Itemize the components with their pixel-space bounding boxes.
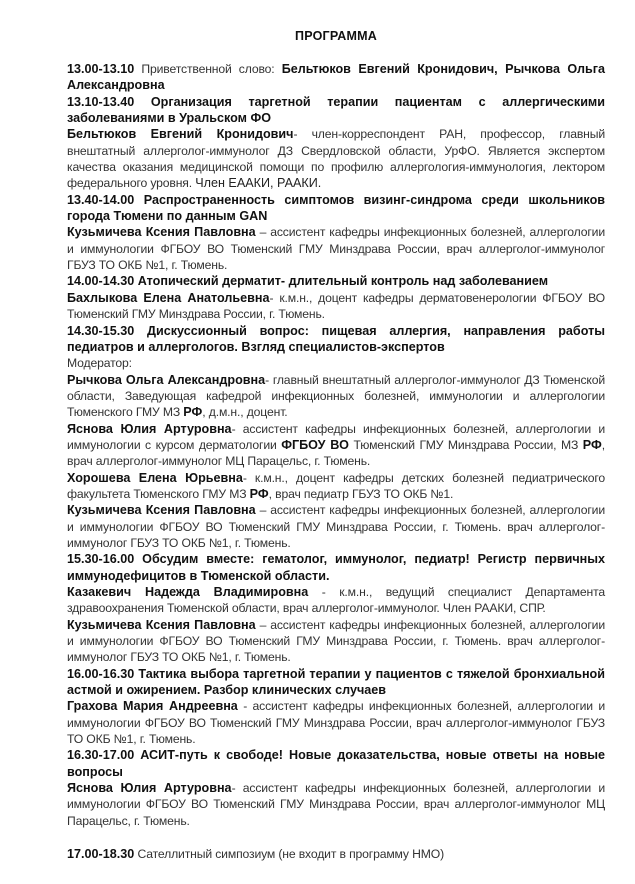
speaker-bio: - ассистент кафедры инфекционных болезней, аллергологии и иммунологии ФГБОУ ВО Тюменский ГМУ Минздрава России, врач аллерголог-иммунолог ГБУЗ ТО ОКБ №1, г. Тюмень. (67, 699, 605, 747)
item-text: Приветственной слово: (134, 62, 282, 76)
program-item-title (67, 323, 605, 356)
speaker-entry (67, 502, 605, 551)
talk-title: Атопический дерматит- длительный контроль над заболеванием (134, 274, 549, 289)
speaker-entry (67, 698, 605, 747)
program-item-title (67, 94, 605, 127)
speaker-name: Яснова Юлия Артуровна (67, 421, 232, 436)
program-item-title (67, 273, 605, 289)
talk-title: Обсудим вместе: гематолог, иммунолог, педиатр! Регистр первичных иммунодефицитов в Тюменской области. (67, 552, 605, 583)
speaker-name: Хорошева Елена Юрьевна (67, 470, 243, 485)
speaker-bio: Член ЕААКИ, РААКИ. (195, 176, 322, 191)
speaker-bio-bold: РФ (582, 437, 602, 452)
page-title: ПРОГРАММА (295, 29, 377, 43)
speaker-bio: , д.м.н., доцент. (202, 405, 288, 420)
speaker-name: Кузьмичева Ксения Павловна (67, 225, 256, 240)
time-slot: 15.30-16.00 (67, 552, 135, 567)
moderator-label-text: Модератор: (67, 356, 132, 371)
speaker-entry (67, 224, 605, 273)
speaker-names: Бельтюков Евгений Кронидович, Рычкова Ольга Александровна (67, 62, 606, 93)
speaker-bio: – ассистент кафедры инфекционных болезней, аллергологии и иммунологии ФГБОУ ВО Тюменский ГМУ Минздрава России, врач аллерголог-иммунолог ГБУЗ ТО ОКБ №1, г. Тюмень. (67, 225, 605, 273)
speaker-entry (67, 421, 605, 470)
moderator-label (67, 355, 605, 371)
program-item-title (67, 192, 605, 225)
talk-title: АСИТ-путь к свободе! Новые доказательства, новые ответы на новые вопросы (67, 748, 605, 779)
speaker-bio: – ассистент кафедры инфекционных болезней, аллергологии и иммунологии ФГБОУ ВО Тюменский ГМУ Минздрава России, г. Тюмень. врач аллерголог-иммунолог ГБУЗ ТО ОКБ №1, г. Тюмень. (67, 617, 605, 665)
speaker-bio-bold: РФ (249, 486, 269, 501)
time-slot: 16.30-17.00 (67, 748, 135, 763)
speaker-name: Кузьмичева Ксения Павловна (67, 503, 256, 518)
talk-title: Дискуссионный вопрос: пищевая аллергия, направления работы педиатров и аллергологов. Взгляд специалистов-экспертов (67, 323, 605, 354)
speaker-bio: - главный внештатный аллерголог-иммунолог ДЗ Тюменской области, Заведующая кафедрой инфекционных болезней, иммунологии и аллергологии Тюменского ГМУ МЗ (67, 372, 605, 420)
program-item-opening (67, 61, 605, 94)
speaker-entry (67, 372, 605, 421)
talk-title: Распространенность симптомов визинг-синдрома среди школьников города Тюмени по данным GAN (67, 192, 605, 224)
speaker-name: Кузьмичева Ксения Павловна (67, 617, 256, 632)
speaker-bio: , врач педиатр ГБУЗ ТО ОКБ №1. (268, 486, 454, 501)
speaker-entry (67, 470, 605, 503)
speaker-entry (67, 584, 605, 617)
time-slot: 13.40-14.00 (67, 192, 135, 207)
time-slot: 17.00-18.30 (67, 846, 135, 861)
item-text: Сателлитный симпозиум (не входит в программу НМО) (134, 846, 444, 861)
speaker-name: Бахлыкова Елена Анатольевна (67, 290, 270, 305)
talk-title: Тактика выбора таргетной терапии у пациентов с тяжелой бронхиальной астмой и ожирением. Разбор клинических случаев (67, 666, 605, 698)
speaker-name: Яснова Юлия Артуровна (67, 781, 232, 796)
time-slot: 13.00-13.10 (67, 62, 135, 76)
speaker-bio: - член-корреспондент РАН, профессор, главный внештатный аллерголог-иммунолог ДЗ Свердловской области, УрФО. Является экспертом качества оказания медицинской помощи по профилю аллергология-иммунология, лектором федерального уровня. (67, 127, 605, 191)
speaker-bio: - ассистент кафедры инфекционных болезней, аллергологии и иммунологии ФГБОУ ВО Тюменский ГМУ Минздрава России, врач аллерголог-иммунолог МЦ Парацельс, г. Тюмень. (67, 781, 605, 828)
speaker-name: Казакевич Надежда Владимировна (67, 585, 309, 599)
program-item-title (67, 747, 605, 780)
speaker-bio: - к.м.н., ведущий специалист Департамента здравоохранения Тюменской области, врач аллерголог-иммунолог. Член РААКИ, СПР. (67, 585, 606, 616)
talk-title: Организация таргетной терапии пациентам с аллергическими заболеваниями в Уральском ФО (67, 94, 605, 126)
time-slot: 14.30-15.30 (67, 323, 135, 338)
speaker-bio: - к.м.н., доцент кафедры дерматовенерологии ФГБОУ ВО Тюменский ГМУ Минздрава России, г. Тюмень. (67, 290, 605, 322)
speaker-entry (67, 617, 605, 666)
speaker-entry (67, 780, 605, 829)
speaker-bio: – ассистент кафедры инфекционных болезней, аллергологии и иммунологии ФГБОУ ВО Тюменский ГМУ Минздрава России, г. Тюмень. врач аллерголог-иммунолог ГБУЗ ТО ОКБ №1, г. Тюмень. (67, 503, 605, 550)
speaker-bio-bold: ФГБОУ ВО (281, 437, 349, 452)
spacer (67, 829, 605, 845)
time-slot: 14.00-14.30 (67, 274, 135, 289)
speaker-bio: - ассистент кафедры инфекционных болезней, аллергологии и иммунологии с курсом дерматологии (67, 421, 605, 452)
time-slot: 13.10-13.40 (67, 94, 135, 109)
speaker-name: Бельтюков Евгений Кронидович (67, 127, 294, 142)
speaker-bio: Тюменский ГМУ Минздрава России, МЗ (348, 437, 583, 452)
program-item-title (67, 666, 605, 699)
speaker-name: Рычкова Ольга Александровна (67, 372, 266, 387)
speaker-entry (67, 126, 605, 191)
program-document (67, 61, 605, 862)
program-item-satellite (67, 846, 605, 862)
time-slot: 16.00-16.30 (67, 666, 135, 681)
speaker-bio: - к.м.н., доцент кафедры детских болезней педиатрического факультета Тюменского ГМУ МЗ (67, 470, 605, 501)
speaker-name: Грахова Мария Андреевна (67, 699, 238, 714)
speaker-bio: , врач аллерголог-иммунолог МЦ Парацельс, г. Тюмень. (67, 437, 605, 469)
speaker-bio-bold: РФ (183, 405, 203, 420)
speaker-entry (67, 290, 605, 323)
program-item-title (67, 551, 605, 584)
